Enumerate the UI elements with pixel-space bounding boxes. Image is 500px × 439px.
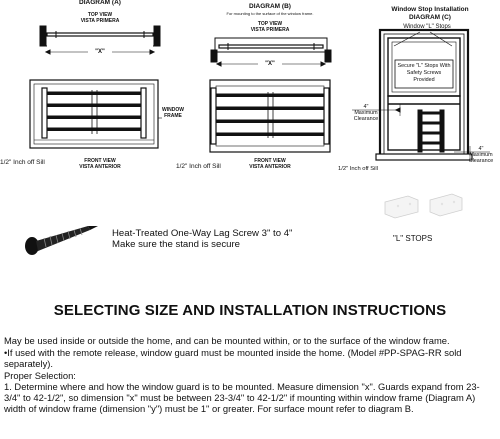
diagram-a-dimension-x: "X" [88,49,112,55]
instructions-paragraph-3: Proper Selection: [4,370,76,381]
diagram-c-title: Window Stop Installation DIAGRAM (C) [391,6,469,21]
diagram-c-clearance-left: 4" Maximum Clearance [353,104,379,122]
diagram-b-title: DIAGRAM (B) [249,3,291,10]
diagram-a-window-frame-label: WINDOW FRAME [162,107,184,119]
diagram-b-sill-note: 1/2" Inch off Sill [176,163,221,170]
screw-description: Heat-Treated One-Way Lag Screw 3" to 4" Make sure the stand is secure [112,228,293,250]
diagram-c-clearance-right: 4" Maximum Clearance [468,146,494,164]
diagram-c-stops-label: Window "L" Stops [403,24,451,30]
diagram-c-callout: Secure "L" Stops With Safety Screws Provided [397,63,451,83]
diagram-a-sill-note: 1/2" Inch off Sill [0,159,45,166]
instructions-paragraph-1: May be used inside or outside the home, and can be mounted within, or to the surface of the window frame. [4,335,450,346]
l-stops-label: "L" STOPS [393,234,433,243]
diagram-b-top-view-label: TOP VIEW VISTA PRIMERA [250,21,290,33]
diagram-b-subtitle: For mounting to the surface of the window frame. [226,11,314,16]
diagram-a-front-view-label: FRONT VIEW VISTA ANTERIOR [79,158,121,170]
instructions-heading: SELECTING SIZE AND INSTALLATION INSTRUCTIONS [53,302,447,319]
diagram-a-title: DIAGRAM (A) [79,0,121,6]
diagram-b-dimension-x: "X" [258,61,282,67]
instructions-paragraph-4: 1. Determine where and how the window guard is to be mounted. Measure dimension "x". Guards expand from 23-3/4" to 42-1/2", so dimension "x" must be between 23-3/4" to 42-1/2" if mounting within window frame (Diagram A) width of window frame (dimension "y") must be 1" or greater. For surface mount refer to diagram B. [4,381,480,414]
diagram-a-top-view-label: TOP VIEW VISTA PRIMERA [80,12,120,24]
instructions-paragraph-2: •If used with the remote release, window guard must be mounted inside the home. (Model #PP-SPAG-RR sold separately). [4,347,462,369]
diagram-c-sill-note: 1/2" Inch off Sill [338,166,378,172]
diagram-b-front-view-label: FRONT VIEW VISTA ANTERIOR [249,158,291,170]
